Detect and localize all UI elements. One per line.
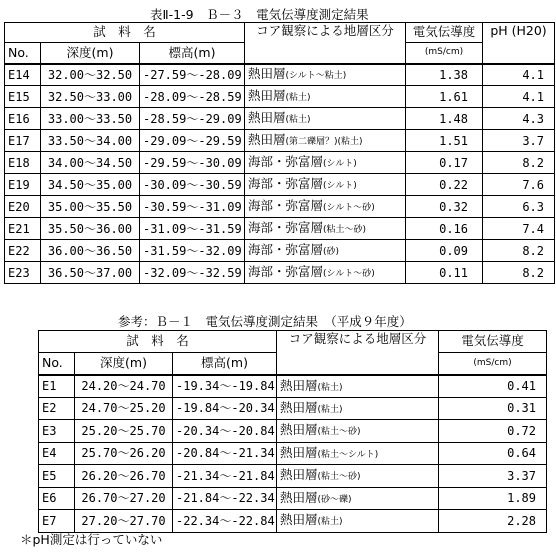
conductivity-table-b3: [4, 22, 555, 284]
sample-no: E5: [39, 465, 75, 488]
elevation-value: -28.09～-28.59: [140, 86, 245, 108]
layer-note: (粘土～シルト): [317, 449, 379, 460]
ph-value: 8.2: [483, 262, 555, 284]
table-row: [39, 487, 547, 510]
layer-note: (粘土～砂): [317, 427, 361, 438]
layer-cell: [245, 108, 406, 130]
no-header: No.: [5, 43, 41, 64]
layer-name: 熱田層: [248, 132, 286, 147]
ph-value: 4.3: [483, 108, 555, 130]
depth-header: 深度(m): [75, 353, 173, 375]
layer-note: (シルト～粘土): [285, 71, 347, 82]
elevation-value: -28.59～-29.09: [140, 108, 245, 130]
layer-cell: [277, 375, 439, 398]
layer-note: (粘土): [285, 93, 311, 103]
layer-name: 海部・弥富層: [248, 198, 324, 213]
depth-value: 25.20～25.70: [75, 420, 173, 443]
layer-cell: [277, 487, 439, 510]
ph-value: 8.2: [483, 152, 555, 174]
layer-name: 海部・弥富層: [248, 154, 324, 169]
layer-note: (粘土): [285, 115, 311, 125]
layer-cell: [277, 510, 439, 533]
layer-name: 熱田層: [248, 88, 286, 103]
table-row: [39, 420, 547, 443]
layer-name: 熱田層: [280, 377, 318, 393]
table-row: [5, 86, 555, 108]
ec-value: 1.51: [406, 130, 483, 152]
ec-value: 1.38: [406, 64, 483, 86]
sample-no: E14: [5, 64, 41, 86]
depth-value: 26.70～27.20: [75, 487, 173, 510]
ph-value: 3.7: [483, 130, 555, 152]
layer-note: (シルト): [323, 181, 357, 191]
layer-cell: [245, 174, 406, 196]
layer-cell: [245, 152, 406, 174]
elevation-value: -27.59～-28.09: [140, 64, 245, 86]
layer-cell: [245, 218, 406, 240]
layer-name: 海部・弥富層: [248, 220, 324, 235]
elevation-value: -29.59～-30.09: [140, 152, 245, 174]
sample-no: E18: [5, 152, 41, 174]
depth-value: 34.50～35.00: [41, 174, 140, 196]
ec-unit-header: (mS/cm): [439, 353, 547, 375]
ec-value: 0.31: [439, 397, 547, 420]
ec-value: 0.09: [406, 240, 483, 262]
depth-value: 36.00～36.50: [41, 240, 140, 262]
elevation-value: -30.59～-31.09: [140, 196, 245, 218]
table-row: [5, 64, 555, 86]
depth-value: 34.00～34.50: [41, 152, 140, 174]
depth-value: 35.00～35.50: [41, 196, 140, 218]
elevation-value: -31.59～-32.09: [140, 240, 245, 262]
depth-value: 27.20～27.70: [75, 510, 173, 533]
layer-cell: [277, 442, 439, 465]
layer-name: 熱田層: [280, 422, 318, 438]
sample-no: E1: [39, 375, 75, 398]
layer-cell: [245, 240, 406, 262]
ec-unit-header: (mS/cm): [406, 43, 483, 64]
layer-cell: [245, 196, 406, 218]
depth-value: 33.50～34.00: [41, 130, 140, 152]
elevation-value: -21.84～-22.34: [173, 487, 277, 510]
ph-value: 6.3: [483, 196, 555, 218]
elevation-value: -19.34～-19.84: [173, 375, 277, 398]
table-row: [5, 174, 555, 196]
ec-value: 0.16: [406, 218, 483, 240]
table-row: [39, 375, 547, 398]
sample-no: E23: [5, 262, 41, 284]
depth-value: 25.70～26.20: [75, 442, 173, 465]
table-row: [39, 510, 547, 533]
sample-no: E21: [5, 218, 41, 240]
layer-note: (第二礫層？)(粘土): [285, 137, 363, 147]
sample-no: E15: [5, 86, 41, 108]
ec-value: 0.22: [406, 174, 483, 196]
table2-caption: 参考：Ｂ－１ 電気伝導度測定結果 （平成９年度）: [118, 314, 412, 329]
sample-no: E2: [39, 397, 75, 420]
table1-caption: 表Ⅱ-1-9 Ｂ－３ 電気伝導度測定結果: [150, 7, 369, 22]
layer-name: 熱田層: [280, 489, 318, 505]
sample-no: E17: [5, 130, 41, 152]
layer-cell: [245, 86, 406, 108]
sample-no: E16: [5, 108, 41, 130]
layer-note: (砂～礫): [317, 494, 352, 505]
depth-header: 深度(m): [41, 43, 140, 64]
ec-header: 電気伝導度: [406, 23, 483, 43]
table-row: [5, 196, 555, 218]
ec-value: 0.41: [439, 375, 547, 398]
layer-cell: [245, 130, 406, 152]
table-row: [5, 240, 555, 262]
elevation-header: 標高(m): [173, 353, 277, 375]
sample-no: E19: [5, 174, 41, 196]
sample-no: E4: [39, 442, 75, 465]
layer-note: (粘土): [317, 517, 343, 528]
layer-cell: [277, 420, 439, 443]
ec-value: 3.37: [439, 465, 547, 488]
layer-name: 熱田層: [248, 110, 286, 125]
ec-value: 0.17: [406, 152, 483, 174]
elevation-value: -21.34～-21.84: [173, 465, 277, 488]
depth-value: 24.70～25.20: [75, 397, 173, 420]
elevation-header: 標高(m): [140, 43, 245, 64]
table-row: [5, 218, 555, 240]
depth-value: 32.00～32.50: [41, 64, 140, 86]
elevation-value: -20.34～-20.84: [173, 420, 277, 443]
depth-value: 36.50～37.00: [41, 262, 140, 284]
sample-no: E22: [5, 240, 41, 262]
layer-note: (粘土): [317, 404, 343, 415]
layer-name: 海部・弥富層: [248, 264, 324, 279]
table-row: [5, 130, 555, 152]
ph-value: 4.1: [483, 86, 555, 108]
layer-cell: [277, 465, 439, 488]
layer-name: 熱田層: [280, 512, 318, 528]
layer-note: (シルト～砂): [323, 203, 375, 213]
layer-cell: [245, 64, 406, 86]
layer-note: (砂): [323, 247, 340, 257]
layer-cell: [277, 397, 439, 420]
table-row: [5, 108, 555, 130]
elevation-value: -29.09～-29.59: [140, 130, 245, 152]
sample-header: 試 料 名: [39, 331, 277, 353]
depth-value: 35.50～36.00: [41, 218, 140, 240]
elevation-value: -30.09～-30.59: [140, 174, 245, 196]
sample-no: E7: [39, 510, 75, 533]
elevation-value: -32.09～-32.59: [140, 262, 245, 284]
sample-no: E3: [39, 420, 75, 443]
sample-no: E20: [5, 196, 41, 218]
depth-value: 26.20～26.70: [75, 465, 173, 488]
elevation-value: -20.84～-21.34: [173, 442, 277, 465]
layer-note: (シルト～砂): [323, 269, 375, 279]
core-header: コア観察による地層区分: [277, 331, 439, 375]
no-header: No.: [39, 353, 75, 375]
ph-value: 7.6: [483, 174, 555, 196]
sample-no: E6: [39, 487, 75, 510]
ec-value: 1.48: [406, 108, 483, 130]
ec-header: 電気伝導度: [439, 331, 547, 353]
ec-value: 0.64: [439, 442, 547, 465]
ph-value: 4.1: [483, 64, 555, 86]
ph-value: 8.2: [483, 240, 555, 262]
elevation-value: -31.09～-31.59: [140, 218, 245, 240]
layer-note: (粘土): [317, 382, 343, 393]
layer-name: 熱田層: [280, 467, 318, 483]
conductivity-table-b1: [38, 330, 547, 533]
ec-value: 2.28: [439, 510, 547, 533]
ph-header: pH (H20): [483, 23, 555, 64]
depth-value: 33.00～33.50: [41, 108, 140, 130]
sample-header: 試 料 名: [5, 23, 245, 43]
depth-value: 24.20～24.70: [75, 375, 173, 398]
elevation-value: -22.34～-22.84: [173, 510, 277, 533]
table-row: [5, 152, 555, 174]
table-row: [39, 397, 547, 420]
layer-note: (シルト): [323, 159, 357, 169]
core-header: コア観察による地層区分: [245, 23, 406, 64]
layer-note: (粘土～砂): [317, 472, 361, 483]
ec-value: 0.32: [406, 196, 483, 218]
ec-value: 1.61: [406, 86, 483, 108]
layer-name: 海部・弥富層: [248, 242, 324, 257]
elevation-value: -19.84～-20.34: [173, 397, 277, 420]
layer-name: 熱田層: [248, 66, 286, 82]
depth-value: 32.50～33.00: [41, 86, 140, 108]
ph-value: 7.4: [483, 218, 555, 240]
table-row: [5, 262, 555, 284]
ec-value: 1.89: [439, 487, 547, 510]
ec-value: 0.72: [439, 420, 547, 443]
layer-name: 海部・弥富層: [248, 176, 324, 191]
layer-note: (粘土～砂): [323, 225, 367, 235]
layer-name: 熱田層: [280, 399, 318, 415]
layer-name: 熱田層: [280, 444, 318, 460]
layer-cell: [245, 262, 406, 284]
table-row: [39, 465, 547, 488]
table-row: [39, 442, 547, 465]
footnote: ＊pH測定は行っていない: [20, 532, 163, 547]
ec-value: 0.11: [406, 262, 483, 284]
